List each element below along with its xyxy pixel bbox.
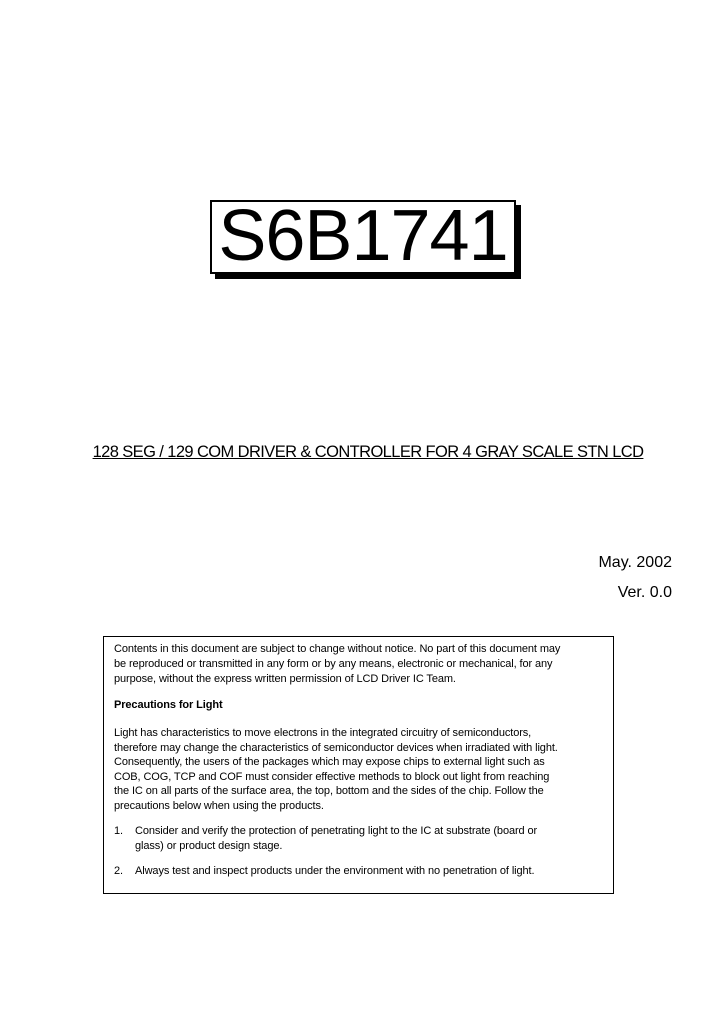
precautions-line: COB, COG, TCP and COF must consider effective methods to block out light from reaching	[114, 771, 550, 783]
document-version: Ver. 0.0	[617, 584, 672, 601]
item-line: Consider and verify the protection of penetrating light to the IC at substrate (board or	[135, 825, 538, 837]
item-line: glass) or product design stage.	[135, 840, 283, 852]
notice-intro-line: Contents in this document are subject to change without notice. No part of this document may	[114, 643, 561, 655]
item-line: Always test and inspect products under the environment with no penetration of light.	[135, 865, 535, 877]
item-number: 1.	[114, 825, 123, 837]
precautions-line: therefore may change the characteristics of semiconductor devices when irradiated with light.	[114, 742, 558, 754]
notice-intro-line: be reproduced or transmitted in any form or by any means, electronic or mechanical, for any	[114, 658, 553, 670]
part-number-box	[210, 196, 516, 276]
precautions-line: Light has characteristics to move electrons in the integrated circuitry of semiconductors,	[114, 727, 532, 739]
precautions-line: precautions below when using the products.	[114, 800, 324, 812]
precautions-line: the IC on all parts of the surface area, the top, bottom and the sides of the chip. Follow the	[114, 785, 544, 797]
notice-intro-line: purpose, without the express written permission of LCD Driver IC Team.	[114, 673, 456, 685]
document-subtitle: 128 SEG / 129 COM DRIVER & CONTROLLER FOR 4 GRAY SCALE STN LCD	[92, 443, 644, 461]
part-number-title: S6B1741	[218, 196, 508, 276]
notice-box	[103, 636, 614, 894]
precautions-heading: Precautions for Light	[114, 699, 223, 711]
item-number: 2.	[114, 865, 123, 877]
document-date: May. 2002	[598, 554, 672, 571]
precautions-line: Consequently, the users of the packages which may expose chips to external light such as	[114, 756, 545, 768]
